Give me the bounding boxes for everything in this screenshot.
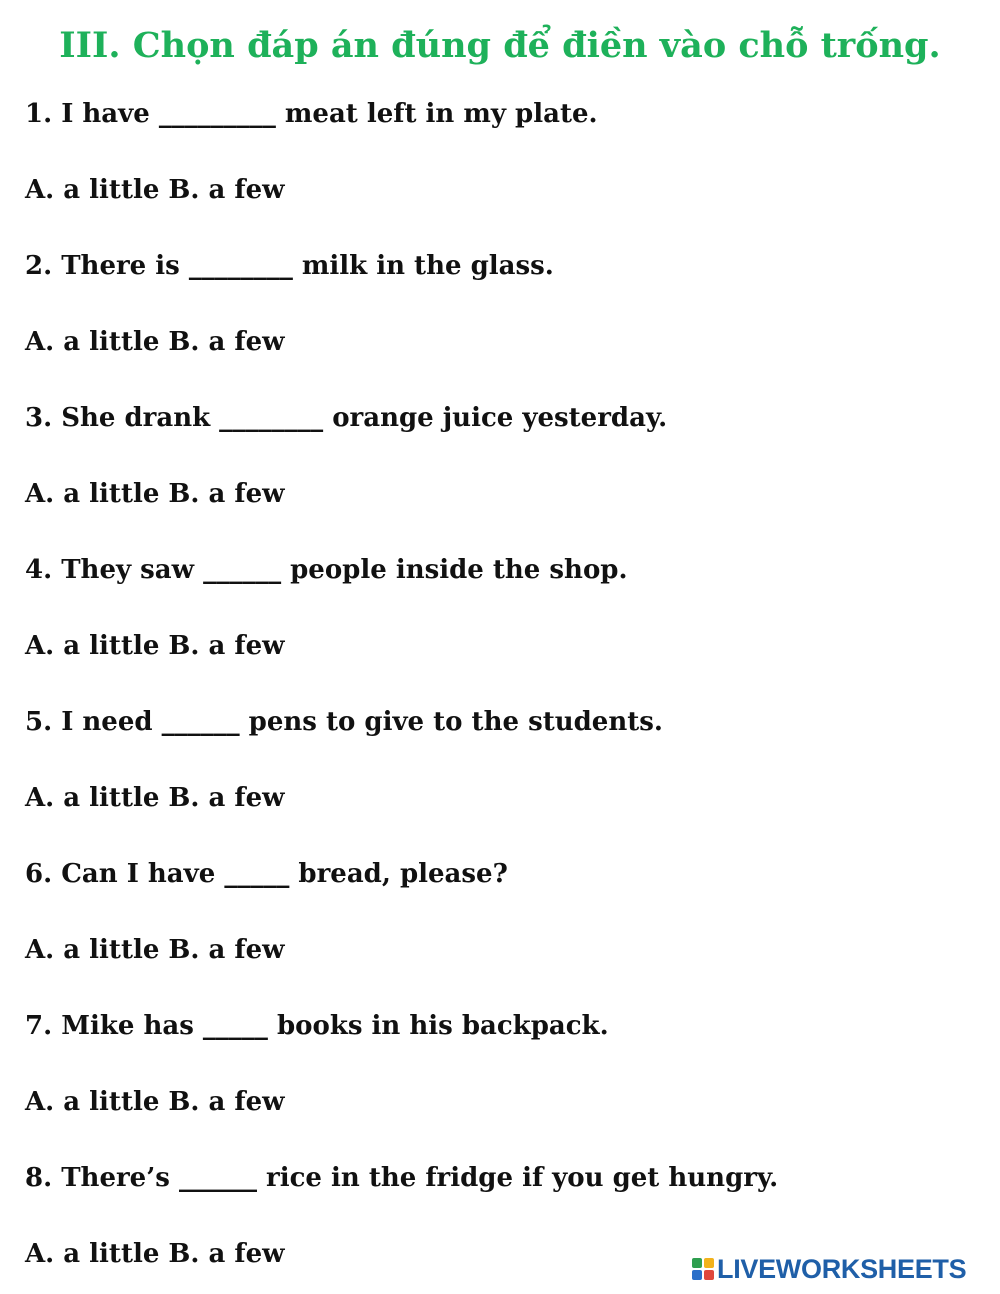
question-7-options: A. a little B. a few xyxy=(25,1087,285,1117)
question-4-text: 4. They saw ______ people inside the shop. xyxy=(25,555,628,585)
question-8-text: 8. There’s ______ rice in the fridge if you get hungry. xyxy=(25,1163,779,1193)
question-8-options: A. a little B. a few xyxy=(25,1239,285,1269)
question-5-options: A. a little B. a few xyxy=(25,783,285,813)
logo-tile-3 xyxy=(692,1270,702,1280)
page-title: III. Chọn đáp án đúng để điền vào chỗ trống. xyxy=(59,25,941,66)
question-7-text: 7. Mike has _____ books in his backpack. xyxy=(25,1011,609,1041)
question-6-options: A. a little B. a few xyxy=(25,935,285,965)
question-2-text: 2. There is ________ milk in the glass. xyxy=(25,251,554,281)
question-6-text: 6. Can I have _____ bread, please? xyxy=(25,859,508,889)
liveworksheets-logo-icon xyxy=(692,1258,714,1280)
logo-tile-2 xyxy=(704,1258,714,1268)
liveworksheets-logo xyxy=(692,1252,966,1286)
question-3-options: A. a little B. a few xyxy=(25,479,285,509)
question-4-options: A. a little B. a few xyxy=(25,631,285,661)
logo-tile-1 xyxy=(692,1258,702,1268)
logo-tile-4 xyxy=(704,1270,714,1280)
question-1-text: 1. I have _________ meat left in my plate. xyxy=(25,99,598,129)
question-2-options: A. a little B. a few xyxy=(25,327,285,357)
logo-text: LIVEWORKSHEETS xyxy=(717,1254,967,1284)
question-5-text: 5. I need ______ pens to give to the students. xyxy=(25,707,663,737)
question-1-options: A. a little B. a few xyxy=(25,175,285,205)
question-3-text: 3. She drank ________ orange juice yesterday. xyxy=(25,403,668,433)
